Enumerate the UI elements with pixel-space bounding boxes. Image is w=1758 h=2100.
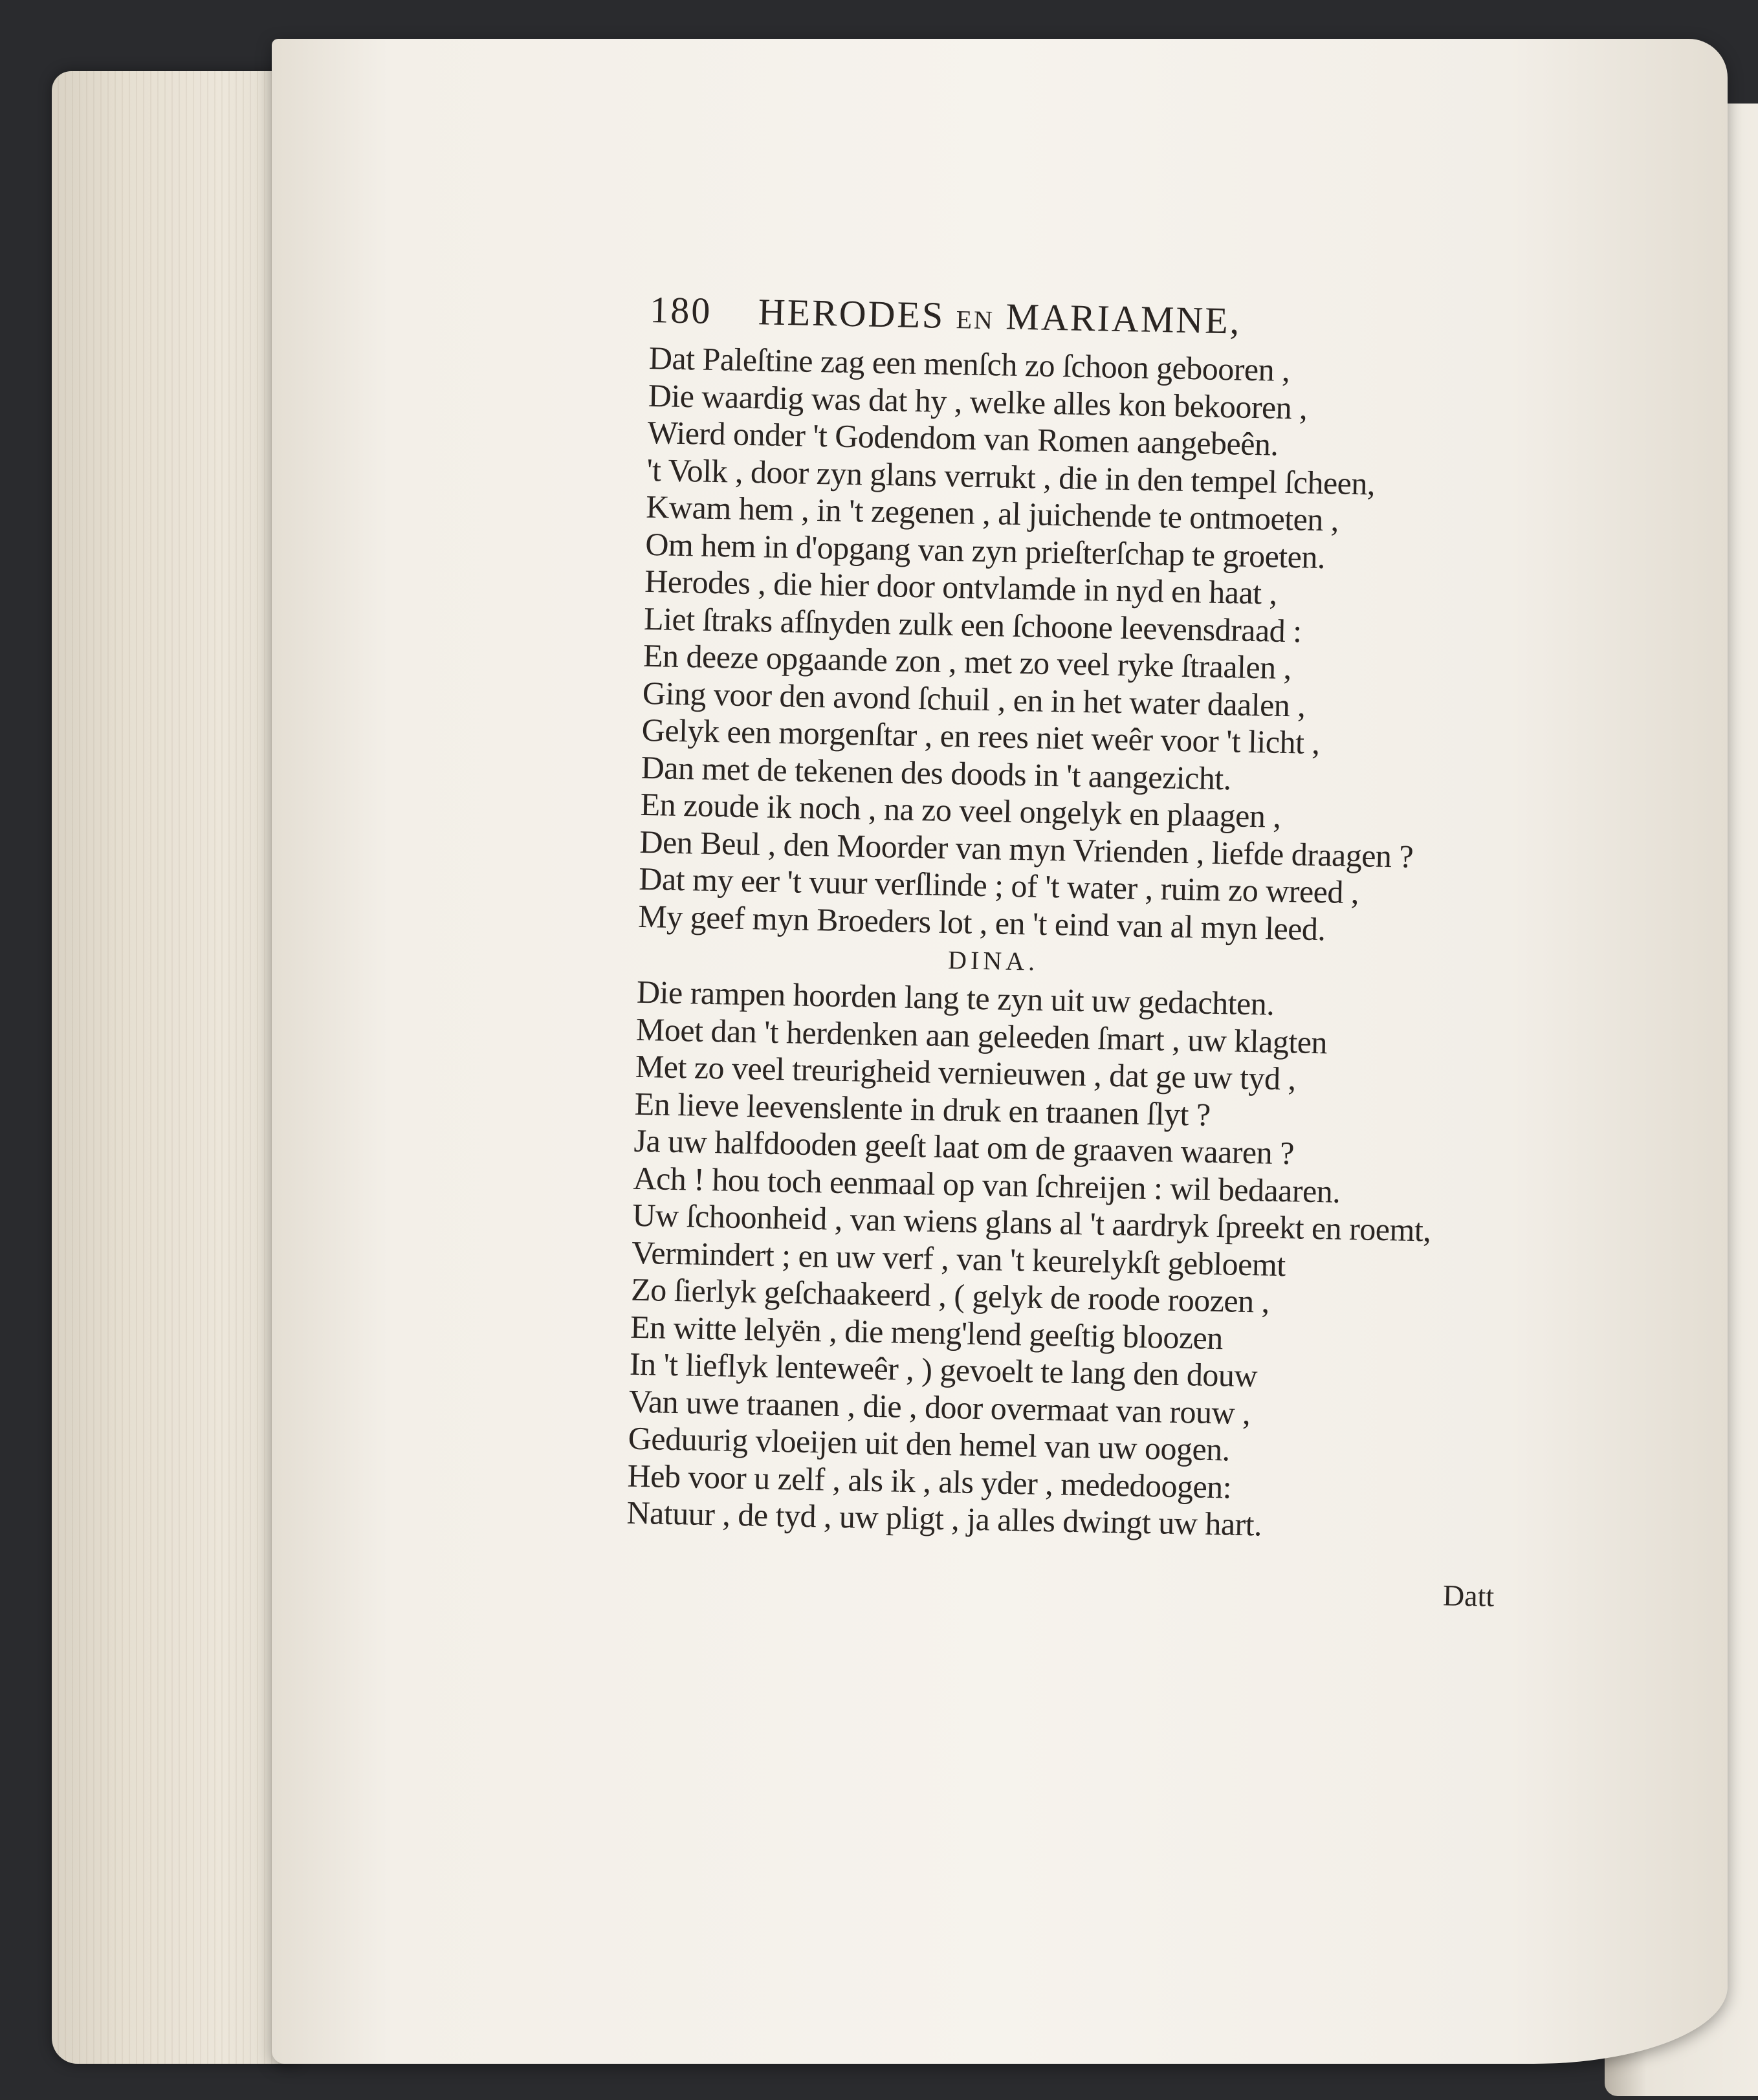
- page-number: 180: [649, 288, 712, 332]
- verse-line: Geduurig vloeijen uit den hemel van uw oogen.: [628, 1419, 1231, 1468]
- verse-line: Heb voor u zelf , als ik , als yder , mededoogen:: [627, 1457, 1232, 1505]
- verse-line: En zoude ik noch , na zo veel ongelyk en plaagen ,: [640, 785, 1281, 835]
- header-title-herodes: HERODES: [758, 290, 945, 336]
- verse-line: Van uwe traanen , die , door overmaat van rouw ,: [628, 1383, 1251, 1431]
- verse-block-1: [638, 340, 1555, 952]
- verse-line: Dan met de tekenen des doods in 't aangezicht.: [641, 749, 1232, 796]
- verse-line: Die rampen hoorden lang te zyn uit uw gedachten.: [636, 973, 1275, 1022]
- verse-line: Gelyk een morgenſtar , en rees niet weêr voor 't licht ,: [641, 711, 1320, 761]
- verse-line: Om hem in d'opgang van zyn prieſterſchap te groeten.: [644, 525, 1326, 575]
- page-text: [626, 288, 1556, 1549]
- verse-line: Uw ſchoonheid , van wiens glans al 't aardryk ſpreekt en roemt,: [632, 1196, 1431, 1249]
- verse-line: Ging voor den avond ſchuil , en in het water daalen ,: [642, 674, 1306, 724]
- verse-line: Ach ! hou toch eenmaal op van ſchreijen : wil bedaaren.: [633, 1159, 1341, 1210]
- verse-line: Herodes , die hier door ontvlamde in nyd en haat ,: [644, 562, 1278, 611]
- verse-line: Vermindert ; en uw verf , van 't keurelykſt gebloemt: [631, 1234, 1286, 1283]
- verse-line: Natuur , de tyd , uw pligt , ja alles dwingt uw hart.: [626, 1494, 1262, 1543]
- verse-line: Den Beul , den Moorder van myn Vrienden , liefde draagen ?: [639, 823, 1414, 875]
- verse-line: Ja uw halfdooden geeſt laat om de graaven waaren ?: [633, 1122, 1295, 1172]
- verse-line: My geef myn Broeders lot , en 't eind van al myn leed.: [637, 897, 1326, 947]
- verse-line: Dat my eer 't vuur verſlinde ; of 't water , ruim zo wreed ,: [638, 860, 1359, 911]
- verse-line: 't Volk , door zyn glans verrukt , die in den tempel ſcheen,: [646, 451, 1376, 502]
- verse-line: Dat Paleſtine zag een menſch zo ſchoon gebooren ,: [648, 339, 1290, 388]
- verse-line: En witte lelyën , die meng'lend geeſtig bloozen: [630, 1308, 1224, 1356]
- verse-line: In 't lieflyk lenteweêr , ) gevoelt te lang den douw: [629, 1345, 1258, 1394]
- header-title-en: EN: [956, 305, 995, 335]
- verse-block-2: [626, 974, 1543, 1549]
- header-title-mariamne: MARIAMNE,: [1005, 295, 1242, 342]
- verse-line: Kwam hem , in 't zegenen , al juichende te ontmoeten ,: [645, 488, 1339, 538]
- verse-line: Liet ſtraks afſnyden zulk een ſchoone leevensdraad :: [643, 600, 1302, 649]
- speaker-name: DINA.: [947, 945, 1039, 976]
- verse-line: En lieve leevenslente in druk en traanen ſlyt ?: [634, 1085, 1211, 1133]
- verse-line: En deeze opgaande zon , met zo veel ryke ſtraalen ,: [643, 637, 1292, 686]
- page-edges-stack: [52, 71, 298, 2064]
- verse-line: Wierd onder 't Godendom van Romen aangebeên.: [647, 413, 1279, 463]
- verse-line: Met zo veel treurigheid vernieuwen , dat ge uw tyd ,: [635, 1047, 1297, 1097]
- verse-line: Zo ſierlyk geſchaakeerd , ( gelyk de roode roozen ,: [630, 1271, 1270, 1320]
- catchword: Datt: [1442, 1579, 1495, 1613]
- verse-line: Moet dan 't herdenken aan geleeden ſmart , uw klagten: [635, 1011, 1328, 1060]
- verse-line: Die waardig was dat hy , welke alles kon bekooren ,: [648, 377, 1308, 426]
